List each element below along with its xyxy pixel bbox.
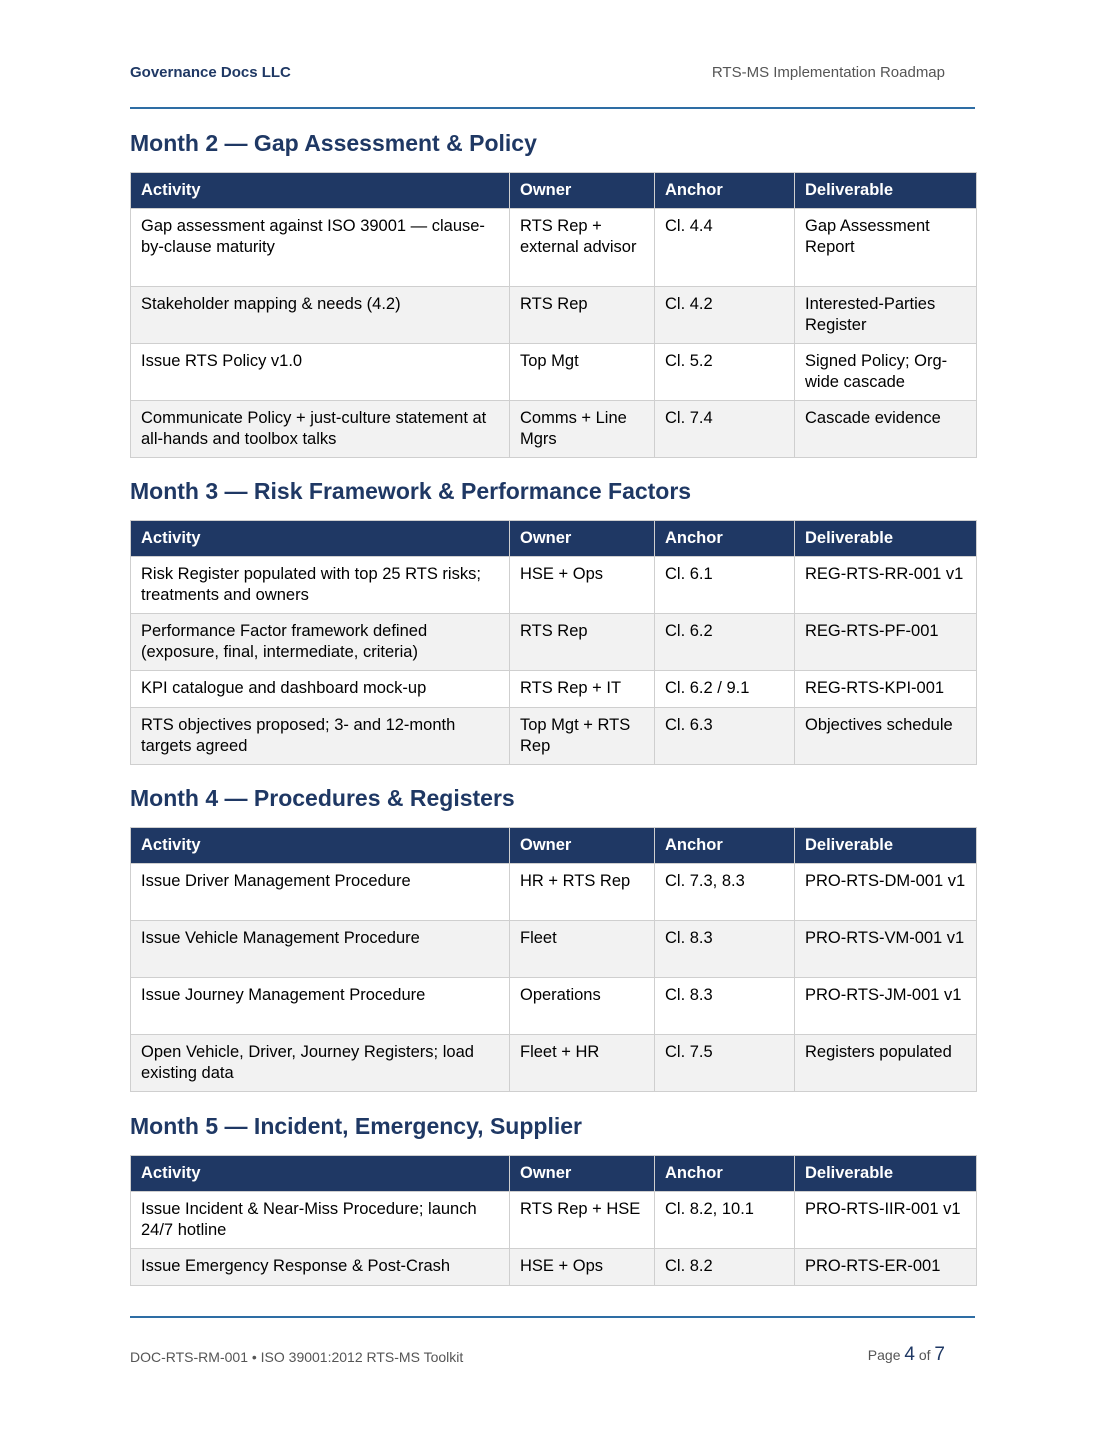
- section-title: Month 5 — Incident, Emergency, Supplier: [130, 1113, 582, 1139]
- section-title: Month 4 — Procedures & Registers: [130, 785, 515, 811]
- table-cell: Objectives schedule: [795, 708, 977, 765]
- table-cell: Gap assessment against ISO 39001 — clause-by-clause maturity: [131, 209, 510, 287]
- roadmap-table: [130, 172, 977, 458]
- table-cell: Cl. 6.1: [655, 557, 795, 614]
- table-cell: Issue Incident & Near-Miss Procedure; launch 24/7 hotline: [131, 1192, 510, 1249]
- column-header: Activity: [131, 173, 510, 209]
- table-cell: Issue Emergency Response & Post-Crash: [131, 1249, 510, 1286]
- roadmap-table: [130, 520, 977, 765]
- column-header: Activity: [131, 1156, 510, 1192]
- table-row: [131, 287, 977, 344]
- table-row: [131, 1192, 977, 1249]
- column-header: Activity: [131, 828, 510, 864]
- table-row: [131, 344, 977, 401]
- table-cell: Cl. 6.3: [655, 708, 795, 765]
- table-cell: Cascade evidence: [795, 401, 977, 458]
- table-cell: REG-RTS-RR-001 v1: [795, 557, 977, 614]
- roadmap-table: [130, 1155, 977, 1286]
- table-cell: Cl. 5.2: [655, 344, 795, 401]
- table-cell: Cl. 7.5: [655, 1035, 795, 1092]
- table-cell: Cl. 8.3: [655, 978, 795, 1035]
- table-cell: Cl. 4.2: [655, 287, 795, 344]
- table-cell: RTS Rep + HSE: [510, 1192, 655, 1249]
- total-pages: 7: [934, 1344, 945, 1365]
- table-row: [131, 209, 977, 287]
- table-row: [131, 671, 977, 708]
- table-cell: PRO-RTS-IIR-001 v1: [795, 1192, 977, 1249]
- table-cell: REG-RTS-PF-001: [795, 614, 977, 671]
- table-cell: Cl. 7.4: [655, 401, 795, 458]
- table-cell: PRO-RTS-ER-001: [795, 1249, 977, 1286]
- table-cell: HSE + Ops: [510, 1249, 655, 1286]
- table-row: [131, 401, 977, 458]
- column-header: Anchor: [655, 173, 795, 209]
- table-row: [131, 864, 977, 921]
- of-label: of: [918, 1347, 931, 1363]
- table-row: [131, 1035, 977, 1092]
- column-header: Deliverable: [795, 173, 977, 209]
- table-cell: Comms + Line Mgrs: [510, 401, 655, 458]
- document-title: RTS-MS Implementation Roadmap: [711, 64, 945, 81]
- table-cell: HSE + Ops: [510, 557, 655, 614]
- column-header: Owner: [510, 173, 655, 209]
- table-cell: Top Mgt: [510, 344, 655, 401]
- column-header: Anchor: [655, 521, 795, 557]
- table-cell: Issue Journey Management Procedure: [131, 978, 510, 1035]
- table-header-row: [131, 173, 977, 209]
- table-cell: RTS Rep + external advisor: [510, 209, 655, 287]
- roadmap-table: [130, 827, 977, 1092]
- column-header: Deliverable: [795, 1156, 977, 1192]
- table-cell: Fleet: [510, 921, 655, 978]
- table-row: [131, 614, 977, 671]
- column-header: Owner: [510, 1156, 655, 1192]
- current-page: 4: [904, 1344, 915, 1365]
- table-cell: RTS objectives proposed; 3- and 12-month targets agreed: [131, 708, 510, 765]
- table-cell: Issue Vehicle Management Procedure: [131, 921, 510, 978]
- column-header: Owner: [510, 521, 655, 557]
- table-cell: KPI catalogue and dashboard mock-up: [131, 671, 510, 708]
- table-cell: Communicate Policy + just-culture statement at all-hands and toolbox talks: [131, 401, 510, 458]
- table-cell: Risk Register populated with top 25 RTS risks; treatments and owners: [131, 557, 510, 614]
- table-cell: Cl. 6.2: [655, 614, 795, 671]
- table-cell: Performance Factor framework defined (exposure, final, intermediate, criteria): [131, 614, 510, 671]
- page-number: [868, 1344, 945, 1366]
- table-cell: Cl. 4.4: [655, 209, 795, 287]
- table-cell: PRO-RTS-JM-001 v1: [795, 978, 977, 1035]
- table-cell: Issue Driver Management Procedure: [131, 864, 510, 921]
- table-cell: Stakeholder mapping & needs (4.2): [131, 287, 510, 344]
- table-row: [131, 557, 977, 614]
- section-title: Month 3 — Risk Framework & Performance Factors: [130, 478, 692, 504]
- table-header-row: [131, 521, 977, 557]
- table-cell: Operations: [510, 978, 655, 1035]
- table-row: [131, 921, 977, 978]
- table-cell: Cl. 8.2: [655, 1249, 795, 1286]
- page-label: Page: [867, 1347, 901, 1363]
- document-reference: DOC-RTS-RM-001 • ISO 39001:2012 RTS-MS Toolkit: [130, 1349, 464, 1365]
- table-header-row: [131, 828, 977, 864]
- table-cell: Fleet + HR: [510, 1035, 655, 1092]
- section-title: Month 2 — Gap Assessment & Policy: [130, 130, 537, 156]
- column-header: Anchor: [655, 828, 795, 864]
- table-cell: PRO-RTS-VM-001 v1: [795, 921, 977, 978]
- table-cell: Issue RTS Policy v1.0: [131, 344, 510, 401]
- table-cell: Cl. 6.2 / 9.1: [655, 671, 795, 708]
- page-header: [130, 62, 975, 109]
- table-row: [131, 1249, 977, 1286]
- company-name: Governance Docs LLC: [130, 64, 291, 81]
- table-cell: Top Mgt + RTS Rep: [510, 708, 655, 765]
- table-cell: REG-RTS-KPI-001: [795, 671, 977, 708]
- table-cell: RTS Rep + IT: [510, 671, 655, 708]
- table-header-row: [131, 1156, 977, 1192]
- column-header: Owner: [510, 828, 655, 864]
- table-cell: Signed Policy; Org-wide cascade: [795, 344, 977, 401]
- column-header: Anchor: [655, 1156, 795, 1192]
- table-cell: PRO-RTS-DM-001 v1: [795, 864, 977, 921]
- table-cell: RTS Rep: [510, 287, 655, 344]
- table-cell: Gap Assessment Report: [795, 209, 977, 287]
- table-cell: Interested-Parties Register: [795, 287, 977, 344]
- table-cell: Cl. 8.3: [655, 921, 795, 978]
- column-header: Activity: [131, 521, 510, 557]
- table-cell: RTS Rep: [510, 614, 655, 671]
- table-row: [131, 978, 977, 1035]
- column-header: Deliverable: [795, 828, 977, 864]
- table-cell: Cl. 8.2, 10.1: [655, 1192, 795, 1249]
- table-cell: Cl. 7.3, 8.3: [655, 864, 795, 921]
- page-footer: [130, 1316, 975, 1378]
- table-cell: Open Vehicle, Driver, Journey Registers; load existing data: [131, 1035, 510, 1092]
- table-row: [131, 708, 977, 765]
- table-cell: HR + RTS Rep: [510, 864, 655, 921]
- table-cell: Registers populated: [795, 1035, 977, 1092]
- column-header: Deliverable: [795, 521, 977, 557]
